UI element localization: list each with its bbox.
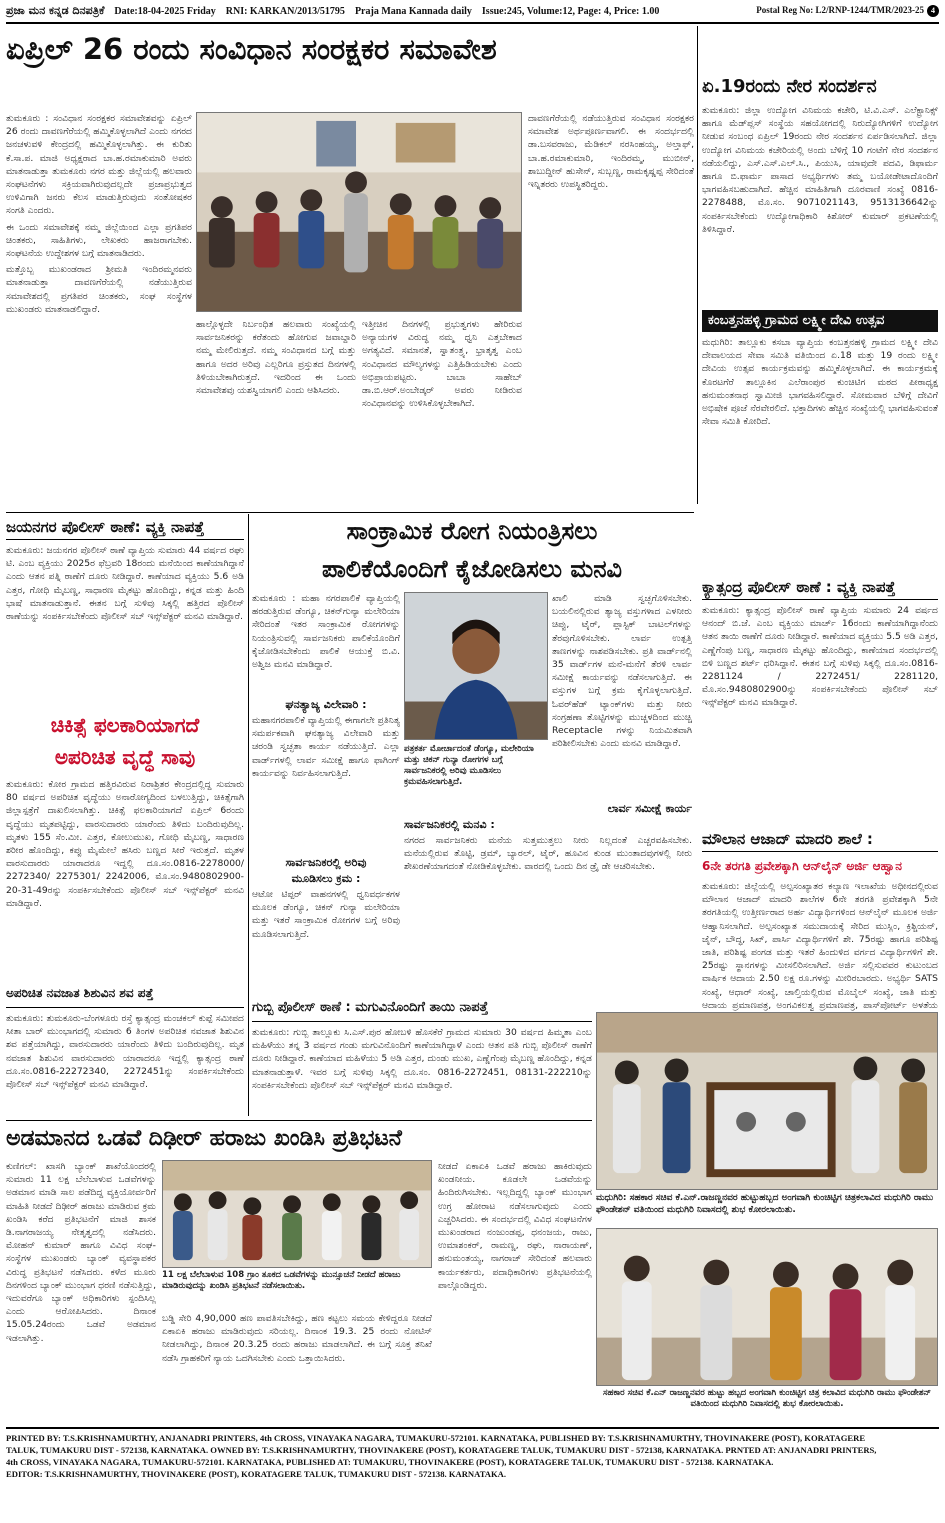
c2-text: ತುಮಕೂರು: ಕೋರ ಗ್ರಾಮದ ಹತ್ತಿರವಿರುವ ನಿರಾಶ್ರಿತರ ಕೇಂದ್ರದಲ್ಲಿದ್ದ ಸುಮಾರು 80 ವರ್ಷದ ಅಪರಿಚಿತ ವೃದ್ಧೆಯು ಅನಾರೋಗ್ಯದಿಂದ ಬಳಲುತ್ತಿದ್ದು, ಚಿಕಿತ್ಸೆಗಾಗಿ ಜಿಲ್ಲಾಸ್ಪತ್ರೆಗೆ ದಾಖಲಿಸಲಾಗಿತ್ತು. ಚಿಕಿತ್ಸೆ ಫಲಕಾರಿಯಾಗದೆ ಏಪ್ರಿಲ್ 6ರಂದು ವೃದ್ಧೆಯು ಮೃತಪಟ್ಟಿದ್ದು, ವಾರಸುದಾರರು ಯಾರೆಂದು ತಿಳಿದು ಬಂದಿರುವುದಿಲ್ಲ. ಮೃತಳು 155 ಸೆಂ.ಮೀ. ಎತ್ತರ, ಕೋಲುಮುಖ, ಗೋಧಿ ಮೈಬಣ್ಣ, ಸಾಧಾರಣ ಶರೀರ ಹೊಂದಿದ್ದು, ಕಪ್ಪು ಮೈಮೇಲೆ ಹಸಿರು ಬಣ್ಣದ ಸೀರೆ ಇರುತ್ತದೆ. ಮೃತಳ ವಾರಸುದಾರರು ಯಾರಾದರೂ ಇದ್ದಲ್ಲಿ ದೂ.ಸಂ.0816-2278000/ 2272340/ 2275301/ 2242006, ಮೊ.ಸಂ.9480802900-20-31-49ರನ್ನು ಸಂಪರ್ಕಿಸಬೇಕೆಂದು ಪೊಲೀಸ್ ಸಬ್ ಇನ್ಸ್‌ಪೆಕ್ಟರ್ ಮನವಿ ಮಾಡಿದ್ದಾರೆ. <box>6 779 244 909</box>
d1-subhead-awareness: ಸಾರ್ವಜನಿಕರಲ್ಲಿ ಅರಿವು <box>285 856 367 869</box>
group-photo-icon <box>597 1013 937 1189</box>
c1-headline: ಜಯನಗರ ಪೊಲೀಸ್ ಠಾಣೆ: ವ್ಯಕ್ತಿ ನಾಪತ್ತೆ <box>6 518 244 540</box>
protest-photo <box>162 1160 432 1268</box>
meeting-photo-icon <box>197 113 521 311</box>
imprint-footer <box>6 1427 939 1480</box>
d1-col1b: ಮಹಾನಗರಪಾಲಿಕೆ ವ್ಯಾಪ್ತಿಯಲ್ಲಿ ಈಗಾಗಲೇ ಪ್ರತಿನಿತ್ಯ ಸಮರ್ಪಕವಾಗಿ ಘನತ್ಯಾಜ್ಯ ವಿಲೇವಾರಿ ಮತ್ತು ಚರಂಡಿ ಸ್ವಚ್ಛತಾ ಕಾರ್ಯ ನಡೆಯುತ್ತಿದೆ. ಎಲ್ಲಾ ವಾರ್ಡ್‌ಗಳಲ್ಲಿ ಲಾರ್ವ ಸಮೀಕ್ಷೆ ಹಾಗೂ ಫಾಗಿಂಗ್ ಕಾರ್ಯವನ್ನು ನಿರ್ವಹಿಸಲಾಗುತ್ತಿದೆ. <box>252 715 400 779</box>
e1-col3: ನೀಡದೆ ಏಕಾಏಕಿ ಒಡವೆ ಹರಾಜು ಹಾಕಿರುವುದು ಖಂಡನೀಯ. ಕೂಡಲೇ ಒಡವೆಯನ್ನು ಹಿಂದಿರುಗಿಸಬೇಕು. ಇಲ್ಲದಿದ್ದಲ್ಲಿ ಬ್ಯಾಂಕ್ ಮುಂಭಾಗ ಉಗ್ರ ಹೋರಾಟ ನಡೆಸಲಾಗುವುದು ಎಂದು ಎಚ್ಚರಿಸಿದರು. ಈ ಸಂದರ್ಭದಲ್ಲಿ ವಿವಿಧ ಸಂಘಟನೆಗಳ ಮುಖಂಡರಾದ ನಂಜುಂಡಪ್ಪ, ಧನಂಜಯ, ರಾಜು, ಉಮಾಶಂಕರ್, ರಾಮಣ್ಣ, ರಘು, ನಾರಾಯಣ್, ಹನುಮಂತಯ್ಯ, ನಾಗರಾಜ್ ಸೇರಿದಂತೆ ಹಲವಾರು ಕಾರ್ಯಕರ್ತರು, ಪದಾಧಿಕಾರಿಗಳು ಪ್ರತಿಭಟನೆಯಲ್ಲಿ ಪಾಲ್ಗೊಂಡಿದ್ದರು. <box>438 1161 592 1291</box>
section-rule <box>6 1120 592 1121</box>
d1-col2-text: ನಗರದ ಸಾರ್ವಜನಿಕರು ಮನೆಯ ಸುತ್ತಮುತ್ತಲು ನೀರು ನಿಲ್ಲದಂತೆ ಎಚ್ಚರವಹಿಸಬೇಕು. ಮನೆಯಲ್ಲಿರುವ ತೊಟ್ಟಿ, ಡ್ರಮ್, ಬ್ಯಾರಲ್, ಟೈರ್, ಹೂವಿನ ಕುಂಡ ಮುಂತಾದವುಗಳಲ್ಲಿ ನೀರು ಶೇಖರಣೆಯಾಗದಂತೆ ನೋಡಿಕೊಳ್ಳಬೇಕು. ವಾರದಲ್ಲಿ ಒಂದು ದಿನ ಡ್ರೈ ಡೇ ಆಚರಿಸಬೇಕು. <box>404 835 692 873</box>
d1-subhead-appeal: ಸಾರ್ವಜನಿಕರಲ್ಲಿ ಮನವಿ : <box>404 818 495 831</box>
c3-headline: ಅಪರಿಚಿತ ನವಜಾತ ಶಿಶುವಿನ ಶವ ಪತ್ತೆ <box>6 986 244 1008</box>
e1-col1: ಕುಣಿಗಲ್: ಖಾಸಗಿ ಬ್ಯಾಂಕ್ ಶಾಖೆಯೊಂದರಲ್ಲಿ ಸುಮಾರು 11 ಲಕ್ಷ ಬೆಲೆಬಾಳುವ ಒಡವೆಗಳನ್ನು ಅಡಮಾನ ಮಾಡಿ ಸಾಲ ಪಡೆದಿದ್ದ ವ್ಯಕ್ತಿಯೋರ್ವರಿಗೆ ಮಾಹಿತಿ ನೀಡದೆ ದಿಢೀರ್ ಹರಾಜು ಮಾಡಿರುವ ಕ್ರಮ ಖಂಡಿಸಿ ಕರೆದ ಪ್ರತಿಭಟನೆಗೆ ಮಾಜಿ ಶಾಸಕ ಡಿ.ನಾಗರಾಜಯ್ಯ ನೇತೃತ್ವದಲ್ಲಿ ನಡೆಸಿದರು. ಮೋಹನ್ ಕುಮಾರ್ ಹಾಗೂ ವಿವಿಧ ಸಂಘ-ಸಂಸ್ಥೆಗಳ ಮುಖಂಡರು ಬ್ಯಾಂಕ್ ವ್ಯವಸ್ಥಾಪಕರ ವಿರುದ್ಧ ಪ್ರತಿಭಟನೆ ನಡೆಸಿದರು. ಕಳೆದ ಮೂರು ದಿನಗಳಿಂದ ಬ್ಯಾಂಕ್ ಮುಂಭಾಗ ಧರಣಿ ನಡೆಸುತ್ತಿದ್ದು, ಇದುವರೆಗೂ ಬ್ಯಾಂಕ್ ಅಧಿಕಾರಿಗಳು ಸ್ಪಂದಿಸಿಲ್ಲ ಎಂದು ಆರೋಪಿಸಿದರು. ದಿನಾಂಕ 15.05.24ರಂದು ಒಡವೆ ಅಡಮಾನ ಇಡಲಾಗಿತ್ತು. <box>6 1161 156 1344</box>
d1-subhead-measures: ಮೂಡಿಸಲು ಕ್ರಮ : <box>291 872 361 885</box>
imprint-line-1: PRINTED BY: T.S.KRISHNAMURTHY, ANJANADRI PRINTERS, 4th CROSS, VINAYAKA NAGARA, TUMAKURU-572101. KARNATAKA, PUBLISHED BY: T.S.KRISHNAMURTHY, THOVINAKERE (POST), KORATAGERE <box>6 1433 866 1443</box>
d1-headline-line1: ಸಾಂಕ್ರಾಮಿಕ ರೋಗ ನಿಯಂತ್ರಿಸಲು <box>346 517 598 545</box>
rni-number: RNI: KARKAN/2013/51795 <box>225 5 345 17</box>
e1-headline: ಅಡಮಾನದ ಒಡವೆ ದಿಢೀರ್ ಹರಾಜು ಖಂಡಿಸಿ ಪ್ರತಿಭಟನೆ <box>6 1126 402 1151</box>
imprint-line-3: 4th CROSS, VINAYAKA NAGARA, TUMAKURU-572101. KARNATAKA, PUBLISHED AT: TUMAKURU, THOVINAKERE (POST), KORATAGERE TALUK, TUMAKURU DIST - 572138. KARNATAKA. <box>6 1457 774 1467</box>
commissioner-photo <box>404 592 548 740</box>
protest-photo-caption: 11 ಲಕ್ಷ ಬೆಲೆಬಾಳುವ 108 ಗ್ರಾಂ ತೂಕದ ಒಡವೆಗಳನ್ನು ಮುನ್ಸೂಚನೆ ನೀಡದೆ ಹರಾಜು ಮಾಡಿರುವುದನ್ನು ಖಂಡಿಸಿ ಪ್ರತಿಭಟನೆ ನಡೆಸಲಾಯಿತು. <box>162 1270 401 1291</box>
imprint-line-2: TALUK, TUMAKURU DIST - 572138, KARNATAKA. OWNED BY: T.S.KRISHNAMURTHY, THOVINAKERE (POST), KORATAGERE TALUK, TUMAKURU DIST - 572138, KARNATAKA. PRNTED AT: ANJANADRI PRINTERS, <box>6 1445 877 1455</box>
lead-article-col3: ಇತ್ತೀಚಿನ ದಿನಗಳಲ್ಲಿ ಪ್ರಭುತ್ವಗಳು ಹೇರಿರುವ ಅನ್ಯಾಯಗಳ ವಿರುದ್ಧ ನಮ್ಮ ಧ್ವನಿ ಎತ್ತಬೇಕಾದ ಅಗತ್ಯವಿದೆ. ಸಮಾನತೆ, ಸ್ವಾತಂತ್ರ್ಯ, ಭ್ರಾತೃತ್ವ ಎಂಬ ಸಂವಿಧಾನದ ಮೌಲ್ಯಗಳನ್ನು ಎತ್ತಿಹಿಡಿಯಬೇಕು ಎಂದು ಅಭಿಪ್ರಾಯಪಟ್ಟರು. ಬಾಬಾ ಸಾಹೇಬ್ ಡಾ.ಬಿ.ಆರ್.ಅಂಬೇಡ್ಕರ್ ಅವರು ನೀಡಿರುವ ಸಂವಿಧಾನವನ್ನು ಉಳಿಸಿಕೊಳ್ಳಬೇಕಾಗಿದೆ. <box>362 319 522 410</box>
b4-text: ತುಮಕೂರು: ಜಿಲ್ಲೆಯಲ್ಲಿ ಅಲ್ಪಸಂಖ್ಯಾತರ ಕಲ್ಯಾಣ ಇಲಾಖೆಯ ಅಧೀನದಲ್ಲಿರುವ ಮೌಲಾನ ಆಜಾದ್ ಮಾದರಿ ಶಾಲೆಗಳ 6ನೇ ತರಗತಿ ಪ್ರವೇಶಕ್ಕಾಗಿ 5ನೇ ತರಗತಿಯಲ್ಲಿ ಉತ್ತೀರ್ಣರಾದ ಅರ್ಹ ವಿದ್ಯಾರ್ಥಿಗಳಿಂದ ಆನ್‌ಲೈನ್ ಮೂಲಕ ಅರ್ಜಿ ಆಹ್ವಾನಿಸಲಾಗಿದೆ. ಅಲ್ಪಸಂಖ್ಯಾತ ಸಮುದಾಯಕ್ಕೆ ಸೇರಿದ ಮುಸ್ಲಿಂ, ಕ್ರಿಶ್ಚಿಯನ್, ಜೈನ್, ಬೌದ್ಧ, ಸಿಖ್, ಪಾರ್ಸಿ ವಿದ್ಯಾರ್ಥಿಗಳಿಗೆ ಶೇ. 75ರಷ್ಟು ಹಾಗೂ ಪರಿಶಿಷ್ಟ ಜಾತಿ, ಪರಿಶಿಷ್ಟ ಪಂಗಡ ಮತ್ತು ಇತರೆ ಹಿಂದುಳಿದ ವರ್ಗದ ವಿದ್ಯಾರ್ಥಿಗಳಿಗೆ ಶೇ. 25ರಷ್ಟು ಸ್ಥಾನಗಳನ್ನು ಮೀಸಲಿರಿಸಲಾಗಿದೆ. ಅರ್ಜಿ ಸಲ್ಲಿಸುವವರ ಕುಟುಂಬದ ವಾರ್ಷಿಕ ಆದಾಯ 2.50 ಲಕ್ಷ ರೂ.ಗಳನ್ನು ಮೀರಿರಬಾರದು. ಅಭ್ಯರ್ಥಿ SATS ಸಂಖ್ಯೆ, ಆಧಾರ್ ಸಂಖ್ಯೆ, ಚಾಲ್ತಿಯಲ್ಲಿರುವ ಮೊಬೈಲ್ ಸಂಖ್ಯೆ, ಜಾತಿ ಮತ್ತು ಆದಾಯ ಪ್ರಮಾಣಪತ್ರ, ಅಂಗವಿಕಲತ್ವ ಪ್ರಮಾಣಪತ್ರ, ಪಾಸ್‌ಪೋರ್ಟ್ ಅಳತೆಯ <box>702 881 938 1011</box>
b3-headline: ಕ್ಯಾತ್ಸಂದ್ರ ಪೊಲೀಸ್ ಠಾಣೆ : ವ್ಯಕ್ತಿ ನಾಪತ್ತೆ <box>702 578 938 600</box>
issue-date: Date:18-04-2025 Friday <box>114 5 216 17</box>
c1-text: ತುಮಕೂರು: ಜಯನಗರ ಪೊಲೀಸ್ ಠಾಣೆ ವ್ಯಾಪ್ತಿಯ ಸುಮಾರು 44 ವರ್ಷದ ರಘು ಟಿ. ಎಂಬ ವ್ಯಕ್ತಿಯು 2025ರ ಫೆಬ್ರವರಿ 18ರಂದು ಮನೆಯಿಂದ ಕಾಣೆಯಾಗಿದ್ದಾನೆ ಎಂದು ಆತನ ಪತ್ನಿ ಠಾಣೆಗೆ ದೂರು ನೀಡಿದ್ದಾರೆ. ಕಾಣೆಯಾದ ವ್ಯಕ್ತಿಯು 5.6 ಅಡಿ ಎತ್ತರ, ಗೋಧಿ ಮೈಬಣ್ಣ, ಸಾಧಾರಣ ಮೈಕಟ್ಟು ಹೊಂದಿದ್ದು, ಕನ್ನಡ ಮತ್ತು ಹಿಂದಿ ಭಾಷೆ ಮಾತನಾಡುತ್ತಾನೆ. ಈತನ ಬಗ್ಗೆ ಸುಳಿವು ಸಿಕ್ಕಲ್ಲಿ ಹತ್ತಿರದ ಪೊಲೀಸ್ ಠಾಣೆಯನ್ನು ಸಂಪರ್ಕಿಸಬೇಕೆಂದು ಪೊಲೀಸ್ ಸಬ್ ಇನ್ಸ್‌ಪೆಕ್ಟರ್ ಮನವಿ ಮಾಡಿದ್ದಾರೆ. <box>6 545 244 623</box>
c2-headline-line1: ಚಿಕಿತ್ಸೆ ಫಲಕಾರಿಯಾಗದೆ <box>50 713 200 737</box>
lead-article-col2: ಹಾಲ್ಗೊಳ್ಳದೇ ನಿರ್ಬಂಧಿತ ಹಲವಾರು ಸಂಖ್ಯೆಯಲ್ಲಿ ಸಾರ್ವಜನಿಕರನ್ನು ಕರೆತಂದು ಹೋಗುವ ಜವಾಬ್ದಾರಿ ನಮ್ಮ ಮೇಲಿರುತ್ತದೆ. ನಮ್ಮ ಸಂವಿಧಾನದ ಬಗ್ಗೆ ಮತ್ತು ಹಾಗೂ ಅದರ ಅರಿವು ಎಲ್ಲರಿಗೂ ಪ್ರಸ್ತುತದ ದಿನಗಳಲ್ಲಿ ತಿಳಿಯಬೇಕಾಗಿರುತ್ತದೆ. ಇದರಿಂದ ಈ ಒಂದು ಸಮಾವೇಶವು ಯಶಸ್ವಿಯಾಗಲಿ ಎಂದು ಆಶಿಸಿದರು. <box>196 319 356 397</box>
birthday-photo-1-caption: ಮಧುಗಿರಿ: ಸಹಕಾರ ಸಚಿವ ಕೆ.ಎನ್.ರಾಜಣ್ಣನವರ ಹುಟ್ಟುಹಬ್ಬದ ಅಂಗವಾಗಿ ಕುಂಚಿಟ್ಟಿಗ ಚಿತ್ರಕಲಾವಿದ ಮಧುಗಿರಿ ರಾಮು ಫೌಂಡೇಶನ್ ವತಿಯಿಂದ ಮಧುಗಿರಿ ನಿವಾಸದಲ್ಲಿ ಶುಭ ಕೋರಲಾಯಿತು. <box>596 1193 934 1215</box>
postal-reg: Postal Reg No: L2/RNP-1244/TMR/2023-25 4 <box>756 5 939 17</box>
lead-article-col1: ತುಮಕೂರು : ಸಂವಿಧಾನ ಸಂರಕ್ಷಕರ ಸಮಾವೇಶವನ್ನು ಏಪ್ರಿಲ್ 26 ರಂದು ದಾವಣಗೆರೆಯಲ್ಲಿ ಹಮ್ಮಿಕೊಳ್ಳಲಾಗಿದೆ ಎಂದು ನಗರದ ಜನಚಳುವಳಿ ಕೇಂದ್ರದಲ್ಲಿ ಹಮ್ಮಿಕೊಳ್ಳಲಾಗಿತ್ತು. ಈ ಕುರಿತು ಕೆ.ಸಾ.ಪ. ಮಾಜಿ ಅಧ್ಯಕ್ಷರಾದ ಬಾ.ಹ.ರಮಾಕುಮಾರಿ ಅವರು ಮಾತನಾಡುತ್ತಾ ತುಮಕೂರು ನಗರ ಮತ್ತು ಜಿಲ್ಲೆಯಲ್ಲಿ ಹಲವಾರು ಸಂಘಟನೆಗಳು ಸಕ್ರಿಯವಾಗಿರುವುದಲ್ಲದೇ ಪ್ರಜಾಪ್ರಭುತ್ವದ ಉಳಿವಿಗಾಗಿ ಜನರು ಕೆಲಸ ಮಾಡುತ್ತಿರುವುದು ಸಂತೋಷಕರ ಸಂಗತಿ ಎಂದರು. ಈ ಒಂದು ಸಮಾವೇಶಕ್ಕೆ ನಮ್ಮ ಜಿಲ್ಲೆಯಿಂದ ಎಲ್ಲಾ ಪ್ರಗತಿಪರ ಚಿಂತಕರು, ಸಾಹಿತಿಗಳು, ಲೇಖಕರು ಹಾಜರಾಗಬೇಕು. ಸಂಘಟನೆಯ ಉದ್ದೇಶಗಳ ಬಗ್ಗೆ ಮಾತನಾಡಿದರು. ಮತ್ತೊಬ್ಬ ಮುಖಂಡರಾದ ಶ್ರೀಮತಿ ಇಂದಿರಮ್ಮನವರು ಮಾತನಾಡುತ್ತಾ ದಾವಣಗೆರೆಯಲ್ಲಿ ನಡೆಯುತ್ತಿರುವ ಸಮಾವೇಶದಲ್ಲಿ ಪ್ರಗತಿಪರ ಚಿಂತಕರು, ಸಂಘ ಸಂಸ್ಥೆಗಳ ಮುಖಂಡರು ಮಾತನಾಡಲಿದ್ದಾರೆ. <box>6 113 192 315</box>
b3-text: ತುಮಕೂರು: ಕ್ಯಾತ್ಸಂದ್ರ ಪೊಲೀಸ್ ಠಾಣೆ ವ್ಯಾಪ್ತಿಯ ಸುಮಾರು 24 ವರ್ಷದ ಆನಂದ್ ಬಿ.ಜೆ. ಎಂಬ ವ್ಯಕ್ತಿಯು ಮಾರ್ಚ್ 16ರಂದು ಕಾಣೆಯಾಗಿದ್ದಾನೆಂದು ಆತನ ತಾಯಿ ಠಾಣೆಗೆ ದೂರು ನೀಡಿದ್ದಾರೆ. ಕಾಣೆಯಾದ ವ್ಯಕ್ತಿಯು 5.5 ಅಡಿ ಎತ್ತರ, ಎಣ್ಣೆಗೆಂಪು ಬಣ್ಣ, ಸಾಧಾರಣ ಮೈಕಟ್ಟು ಹೊಂದಿದ್ದು, ಕಾಣೆಯಾದ ಸಂದರ್ಭದಲ್ಲಿ ಬಿಳಿ ಬಣ್ಣದ ಶರ್ಟ್ ಧರಿಸಿದ್ದಾನೆ. ಈತನ ಬಗ್ಗೆ ಸುಳಿವು ಸಿಕ್ಕಲ್ಲಿ ದೂ.ಸಂ.0816-2281124 / 2272451/ 2281120, ಮೊ.ಸಂ.9480802900ನ್ನು ಸಂಪರ್ಕಿಸಬೇಕೆಂದು ಪೊಲೀಸ್ ಸಬ್ ಇನ್ಸ್‌ಪೆಕ್ಟರ್ ಮನವಿ ಮಾಡಿದ್ದಾರೆ. <box>702 605 938 709</box>
b1-text: ತುಮಕೂರು: ಜಿಲ್ಲಾ ಉದ್ಯೋಗ ವಿನಿಮಯ ಕಚೇರಿ, ಟಿ.ವಿ.ಎಸ್. ಎಲೆಕ್ಟ್ರಾನಿಕ್ಸ್ ಹಾಗೂ ಮೆಡ್‌ಪ್ಲಸ್ ಸಂಸ್ಥೆಯ ಸಹಯೋಗದಲ್ಲಿ ನಿರುದ್ಯೋಗಿಗಳಿಗೆ ಉದ್ಯೋಗ ನೀಡುವ ಸಂಬಂಧ ಏಪ್ರಿಲ್ 19ರಂದು ನೇರ ಸಂದರ್ಶನ ಏರ್ಪಡಿಸಲಾಗಿದೆ. ಜಿಲ್ಲಾ ಉದ್ಯೋಗ ವಿನಿಮಯ ಕಚೇರಿಯಲ್ಲಿ ಅಂದು ಬೆಳಿಗ್ಗೆ 10 ಗಂಟೆಗೆ ನೇರ ಸಂದರ್ಶನ ನಡೆಯಲಿದ್ದು, ಎಸ್.ಎಸ್.ಎಲ್.ಸಿ., ಪಿಯುಸಿ, ಯಾವುದೇ ಪದವಿ, ಡಿಫಾರ್ಮ ಹಾಗೂ ಬಿ.ಫಾರ್ಮ ಪಾಸಾದ ಅಭ್ಯರ್ಥಿಗಳು ತಮ್ಮ ಬಯೋಡೇಟಾದೊಂದಿಗೆ ಭಾಗವಹಿಸಬಹುದಾಗಿದೆ. ಹೆಚ್ಚಿನ ಮಾಹಿತಿಗಾಗಿ ದೂರವಾಣಿ ಸಂಖ್ಯೆ 0816-2278488, ಮೊ.ಸಂ. 9071021143, 9513136642ನ್ನು ಸಂಪರ್ಕಿಸಬೇಕೆಂದು ಉದ್ಯೋಗಾಧಿಕಾರಿ ಕಿಶೋರ್ ಕುಮಾರ್ ಪ್ರಕಟಣೆಯಲ್ಲಿ ತಿಳಿಸಿದ್ದಾರೆ. <box>702 105 938 235</box>
protest-group-icon <box>163 1161 431 1267</box>
b4-subheadline: 6ನೇ ತರಗತಿ ಪ್ರವೇಶಕ್ಕಾಗಿ ಆನ್‌ಲೈನ್ ಅರ್ಜಿ ಆಹ್ವಾನ <box>702 859 902 873</box>
d2-text: ತುಮಕೂರು: ಗುಬ್ಬಿ ತಾಲ್ಲೂಕು ಸಿ.ಎಸ್.ಪುರ ಹೋಬಳಿ ಹೊಸಕೆರೆ ಗ್ರಾಮದ ಸುಮಾರು 30 ವರ್ಷದ ಹಿಮ್ಮತಾ ಎಂಬ ಮಹಿಳೆಯು ತನ್ನ 3 ವರ್ಷದ ಗಂಡು ಮಗುವಿನೊಂದಿಗೆ ಕಾಣೆಯಾಗಿದ್ದಾಳೆ ಎಂದು ಆತನ ಪತಿ ಗುಬ್ಬಿ ಪೊಲೀಸ್ ಠಾಣೆಗೆ ದೂರು ನೀಡಿದ್ದಾರೆ. ಕಾಣೆಯಾದ ಮಹಿಳೆಯು 5 ಅಡಿ ಎತ್ತರ, ದುಂಡು ಮುಖ, ಎಣ್ಣೆಗೆಂಪು ಮೈಬಣ್ಣ ಹೊಂದಿದ್ದು, ಕನ್ನಡ ಮಾತನಾಡುತ್ತಾಳೆ. ಇವರ ಬಗ್ಗೆ ಸುಳಿವು ಸಿಕ್ಕಲ್ಲಿ ದೂ.ಸಂ. 0816-2272451, 08131-222210ನ್ನು ಸಂಪರ್ಕಿಸಬೇಕೆಂದು ಪೊಲೀಸ್ ಸಬ್ ಇನ್ಸ್‌ಪೆಕ್ಟರ್ ಮನವಿ ಮಾಡಿದ್ದಾರೆ. <box>252 1027 592 1091</box>
d1-col1: ತುಮಕೂರು : ಮಹಾ ನಗರಪಾಲಿಕೆ ವ್ಯಾಪ್ತಿಯಲ್ಲಿ ಹರಡುತ್ತಿರುವ ಡೆಂಗ್ಯೂ, ಚಿಕನ್‌ಗುನ್ಯಾ ಮಲೇರಿಯಾ ಸೇರಿದಂತೆ ಇತರ ಸಾಂಕ್ರಾಮಿಕ ರೋಗಗಳನ್ನು ನಿಯಂತ್ರಿಸುವಲ್ಲಿ ಸಾರ್ವಜನಿಕರು ಪಾಲಿಕೆಯೊಂದಿಗೆ ಕೈಜೋಡಿಸಬೇಕೆಂದು ಪಾಲಿಕೆ ಆಯುಕ್ತೆ ಬಿ.ವಿ. ಅಶ್ವಿಜ ಮನವಿ ಮಾಡಿದ್ದಾರೆ. <box>252 593 400 671</box>
b2-text: ಮಧುಗಿರಿ: ತಾಲ್ಲೂಕು ಕಸಬಾ ವ್ಯಾಪ್ತಿಯ ಕಂಬತ್ತನಹಳ್ಳಿ ಗ್ರಾಮದ ಲಕ್ಷ್ಮೀ ದೇವಿ ದೇವಾಲಯದ ಸೇವಾ ಸಮಿತಿ ವತಿಯಿಂದ ಏ.18 ಮತ್ತು 19 ರಂದು ಲಕ್ಷ್ಮೀ ದೇವಿಯ ಉತ್ಸವ ಕಾರ್ಯಕ್ರಮವನ್ನು ಹಮ್ಮಿಕೊಳ್ಳಲಾಗಿದೆ. ಈ ಕಾರ್ಯಕ್ರಮಕ್ಕೆ ಕೊರಟಗೆರೆ ತಾಲ್ಲೂಕಿನ ಎಲೆರಾಂಪುರ ಕುಂಚಿಟಿಗ ಮಠದ ಪೀಠಾಧ್ಯಕ್ಷ ಹನುಮಂತನಾಥ ಸ್ವಾಮೀಜಿ ಭಾಗವಹಿಸಲಿದ್ದಾರೆ. ಸೋಮವಾರ ಬೆಳಿಗ್ಗೆ ದೇವಿಗೆ ಅಭಿಷೇಕ ಪೂಜೆ ನೆರವೇರಲಿದೆ. ಭಕ್ತಾದಿಗಳು ಹೆಚ್ಚಿನ ಸಂಖ್ಯೆಯಲ್ಲಿ ಭಾಗವಹಿಸುವಂತೆ ಸೇವಾ ಸಮಿತಿ ಕೋರಿದೆ. <box>702 337 938 428</box>
birthday-photo-2 <box>596 1228 938 1386</box>
felicitation-photo-icon <box>597 1229 937 1385</box>
c3-text: ತುಮಕೂರು: ತುಮಕೂರು-ಬೆಂಗಳೂರು ರಸ್ತೆ ಕ್ಯಾತ್ಸಂದ್ರ ಮಂಚಕಲ್ ಕುಪ್ಪೆ ಸಮೀಪದ ಸೀತಾ ಬಾರ್ ಮುಂಭಾಗದಲ್ಲಿ ಸುಮಾರು 6 ತಿಂಗಳ ಅಪರಿಚಿತ ನವಜಾತ ಶಿಶುವಿನ ಶವ ಪತ್ತೆಯಾಗಿದ್ದು, ವಾರಸುದಾರರು ಯಾರೆಂದು ತಿಳಿದು ಬಂದಿರುವುದಿಲ್ಲ. ಮೃತ ನವಜಾತ ಶಿಶುವಿನ ವಾರಸುದಾರರು ಯಾರಾದರೂ ಇದ್ದಲ್ಲಿ ಕ್ಯಾತ್ಸಂದ್ರ ಠಾಣೆ ದೂ.ಸಂ.0816-22272340, 2272451ನ್ನು ಸಂಪರ್ಕಿಸಬೇಕೆಂದು ಪೊಲೀಸ್ ಸಬ್ ಇನ್ಸ್‌ಪೆಕ್ಟರ್ ಮನವಿ ಮಾಡಿದ್ದಾರೆ. <box>6 1013 244 1091</box>
section-rule <box>6 512 694 513</box>
column-rule <box>248 514 249 1116</box>
lead-article-photo <box>196 112 522 312</box>
birthday-photo-2-caption: ಸಹಕಾರ ಸಚಿವ ಕೆ.ಎನ್ ರಾಜಣ್ಣನವರ ಹುಟ್ಟು ಹಬ್ಬದ ಅಂಗವಾಗಿ ಕುಂಚಿಟ್ಟಿಗ ಚಿತ್ರ ಕಲಾವಿದ ಮಧುಗಿರಿ ರಾಮು ಫೌಂಡೇಶನ್ ವತಿಯಿಂದ ಮಧುಗಿರಿ ನಿವಾಸದಲ್ಲಿ ಶುಭ ಕೋರಲಾಯಿತು. <box>602 1388 932 1409</box>
d2-headline: ಗುಬ್ಬಿ ಪೊಲೀಸ್ ಠಾಣೆ : ಮಗುವಿನೊಂದಿಗೆ ತಾಯಿ ನಾಪತ್ತೆ <box>252 1000 592 1022</box>
masthead <box>6 0 939 24</box>
imprint-line-4: EDITOR: T.S.KRISHNAMURTHY, THOVINAKERE (POST), KORATAGERE TALUK, TUMAKURU DIST - 572138. KARNATAKA. <box>6 1469 507 1479</box>
lead-article-col4: ದಾವಣಗೆರೆಯಲ್ಲಿ ನಡೆಯುತ್ತಿರುವ ಸಂವಿಧಾನ ಸಂರಕ್ಷಕರ ಸಮಾವೇಶ ಅರ್ಥಪೂರ್ಣವಾಗಲಿ. ಈ ಸಂದರ್ಭದಲ್ಲಿ ಡಾ.ಬಸವರಾಜು, ಮೆಡಿಕಲ್ ನರಸಿಂಹಯ್ಯ, ಅಲ್ತಾಫ್, ಬಾ.ಹ.ರಮಾಕುಮಾರಿ, ಇಂದಿರಮ್ಮ, ಮುಬೀನ್, ಶಾಬುದ್ದೀನ್ ಹುಸೇನ್, ಸುಬ್ಬಣ್ಣ, ರಾಮಕೃಷ್ಣಪ್ಪ ಸೇರಿದಂತೆ ಇನ್ನಿತರರು ಉಪಸ್ಥಿತರಿದ್ದರು. <box>528 113 694 191</box>
b4-headline: ಮೌಲಾನ ಆಜಾದ್ ಮಾದರಿ ಶಾಲೆ : <box>702 830 938 852</box>
d1-col1-more <box>252 696 400 996</box>
d1-photo-caption: ಪತ್ರಕರ್ತ ಮೋರ್ಚಾದಂತೆ ಡೆಂಗ್ಯೂ, ಮಲೇರಿಯಾ ಮತ್ತು ಚಿಕನ್ ಗುನ್ಯಾ ರೋಗಗಳ ಬಗ್ಗೆ ಸಾರ್ವಜನಿಕರಲ್ಲಿ ಅರಿವು ಮೂಡಿಸಲು ಕ್ರಮವಹಿಸಲಾಗುತ್ತಿದೆ. <box>404 744 534 787</box>
d1-col2 <box>404 800 692 996</box>
portrait-icon <box>405 593 547 739</box>
issue-info: Issue:245, Volume:12, Page: 4, Price: 1.00 <box>481 5 660 17</box>
d1-col3-text: ಖಾಲಿ ಮಾಡಿ ಸ್ವಚ್ಛಗೊಳಿಸಬೇಕು. ಬಯಲಿನಲ್ಲಿರುವ ತ್ಯಾಜ್ಯ ವಸ್ತುಗಳಾದ ಎಳನೀರು ಚಿಪ್ಪು, ಟೈರ್, ಪ್ಲಾಸ್ಟಿಕ್ ಬಾಟಲ್‌ಗಳನ್ನು ತೆರವುಗೊಳಿಸಬೇಕು. ಲಾರ್ವ ಉತ್ಪತ್ತಿ ತಾಣಗಳನ್ನು ನಾಶಪಡಿಸಬೇಕು. ಪ್ರತಿ ವಾರ್ಡ್‌ನಲ್ಲಿ 35 ವಾರ್ಡ್‌ಗಳ ಮನೆ-ಮನೆಗೆ ತೆರಳಿ ಲಾರ್ವ ಸಮೀಕ್ಷೆ ಕಾರ್ಯವನ್ನು ನಡೆಸಲಾಗುತ್ತಿದೆ. ಈ ವಸ್ತುಗಳ ಬಗ್ಗೆ ಕ್ರಮ ಕೈಗೊಳ್ಳಲಾಗುತ್ತಿದೆ. ಓವರ್‌ಹೆಡ್ ಟ್ಯಾಂಕ್‌ಗಳು ಮತ್ತು ನೀರು ಸಂಗ್ರಹಣಾ ತೊಟ್ಟಿಗಳನ್ನು ಮುಚ್ಚಳದಿಂದ ಮುಚ್ಚಿ Receptacle ಗಳನ್ನು ನಿಯಮಿತವಾಗಿ ಪರಿಶೀಲಿಸಬೇಕು ಎಂದು ಮನವಿ ಮಾಡಿದ್ದಾರೆ. <box>552 593 692 750</box>
c2-headline-line2: ಅಪರಿಚಿತ ವೃದ್ಧೆ ಸಾವು <box>54 745 196 769</box>
d1-headline-line2: ಪಾಲಿಕೆಯೊಂದಿಗೆ ಕೈಜೋಡಿಸಲು ಮನವಿ <box>321 555 623 583</box>
paper-name: Praja Mana Kannada daily <box>354 5 472 17</box>
b1-headline: ಏ.19ರಂದು ನೇರ ಸಂದರ್ಶನ <box>702 76 877 97</box>
page-number-badge: 4 <box>927 5 939 17</box>
column-rule <box>697 26 698 504</box>
e1-col2: ಬಡ್ಡಿ ಸೇರಿ 4,90,000 ಹಣ ಪಾವತಿಸಬೇಕಿದ್ದು, ಹಣ ಕಟ್ಟಲು ಸಮಯ ಕೇಳಿದ್ದರೂ ನೀಡದೆ ಏಕಾಏಕಿ ಹರಾಜು ಮಾಡಿರುವುದು ಸರಿಯಲ್ಲ. ದಿನಾಂಕ 19.3. 25 ರಂದು ನೋಟಿಸ್ ನೀಡಲಾಗಿದ್ದು, ದಿನಾಂಕ 20.3.25 ರಂದು ಹರಾಜು ಮಾಡಲಾಗಿದೆ. ಈ ಬಗ್ಗೆ ಸೂಕ್ತ ತನಿಖೆ ನಡೆಸಿ ಗ್ರಾಹಕರಿಗೆ ನ್ಯಾಯ ಒದಗಿಸಬೇಕು ಎಂದು ಒತ್ತಾಯಿಸಿದರು. <box>162 1313 432 1364</box>
d1-subhead-larva: ಲಾರ್ವ ಸಮೀಕ್ಷೆ ಕಾರ್ಯ <box>607 802 692 815</box>
b2-headline: ಕಂಬತ್ತನಹಳ್ಳಿ ಗ್ರಾಮದ ಲಕ್ಷ್ಮೀ ದೇವಿ ಉತ್ಸವ <box>702 310 938 332</box>
lead-headline: ಏಪ್ರಿಲ್ 26 ರಂದು ಸಂವಿಧಾನ ಸಂರಕ್ಷಕರ ಸಮಾವೇಶ <box>6 32 497 66</box>
brand-name: ಪ್ರಜಾ ಮನ ಕನ್ನಡ ದಿನಪತ್ರಿಕೆ <box>6 4 105 17</box>
birthday-photo-1 <box>596 1012 938 1190</box>
d1-col1c: ಆಟೋ ಟಿಪ್ಪರ್ ವಾಹನಗಳಲ್ಲಿ ಧ್ವನಿವರ್ಧಕಗಳ ಮೂಲಕ ಡೆಂಗ್ಯೂ, ಚಿಕನ್ ಗುನ್ಯಾ ಮಲೇರಿಯಾ ಮತ್ತು ಇತರೆ ಸಾಂಕ್ರಾಮಿಕ ರೋಗಗಳ ಬಗ್ಗೆ ಅರಿವು ಮೂಡಿಸಲಾಗುತ್ತಿದೆ. <box>252 889 400 940</box>
d1-subhead-waste: ಘನತ್ಯಾಜ್ಯ ವಿಲೇವಾರಿ : <box>285 698 367 711</box>
